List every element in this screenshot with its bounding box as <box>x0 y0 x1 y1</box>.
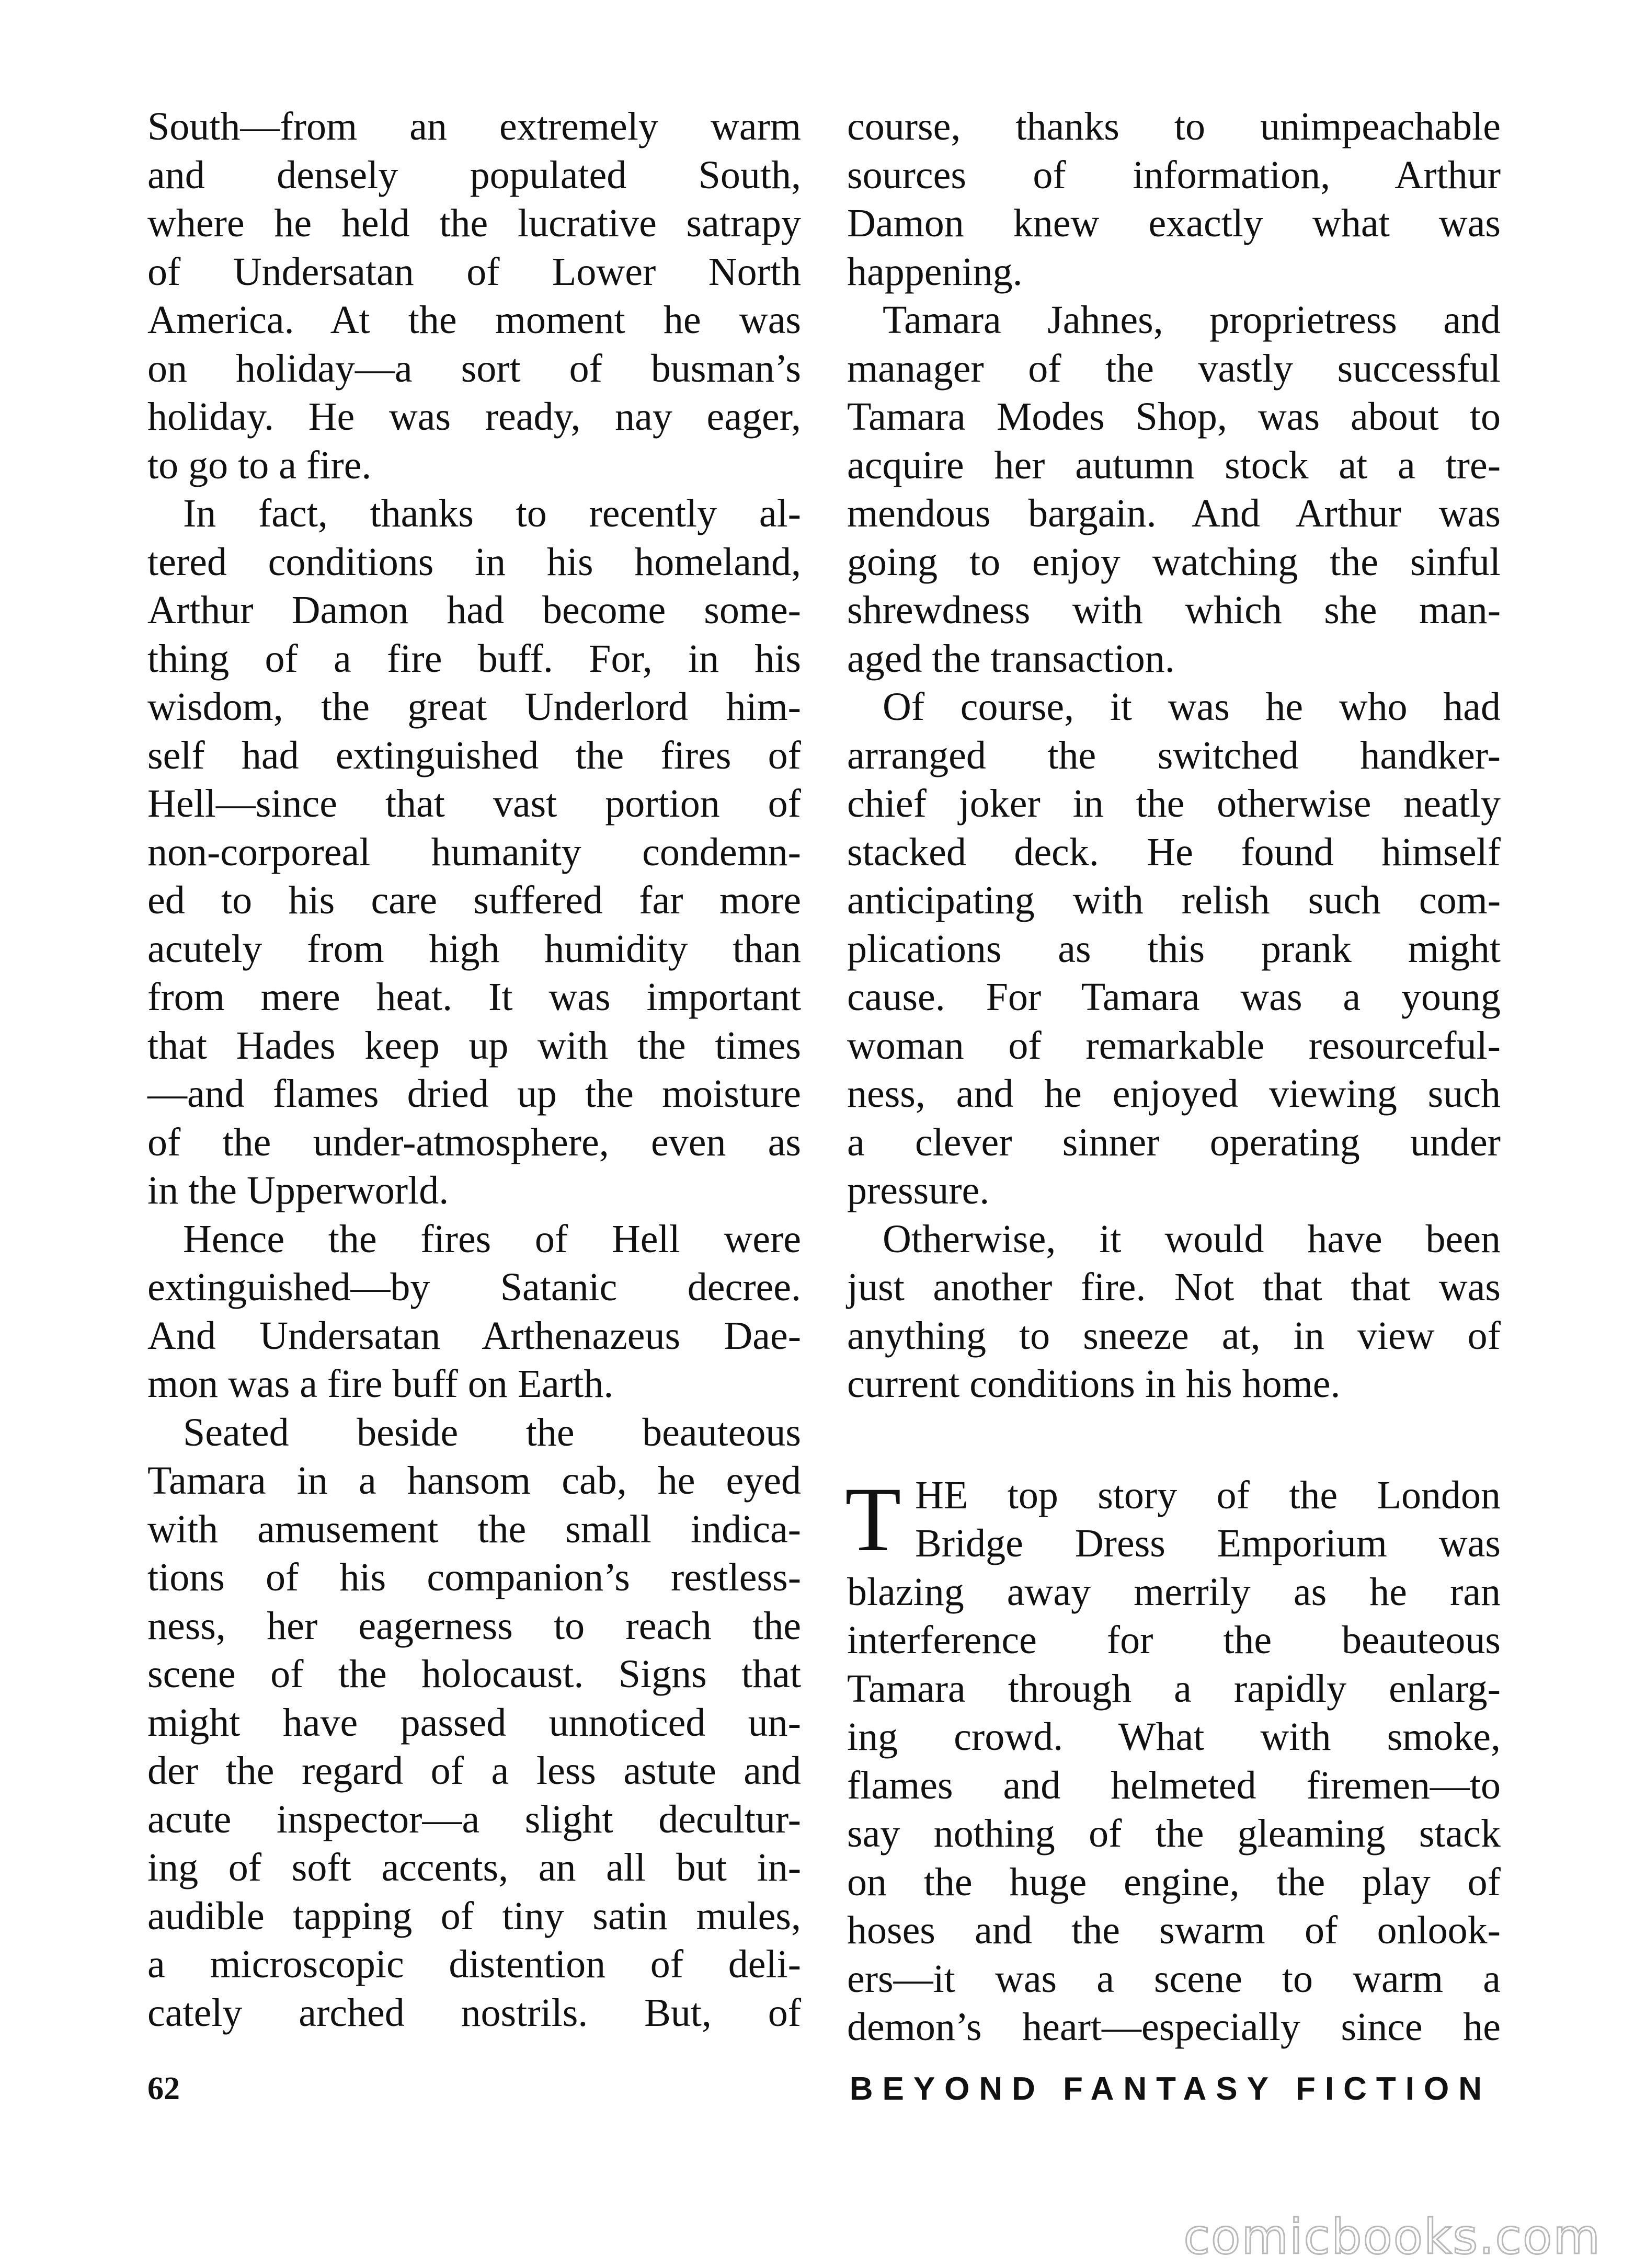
text-line: chief joker in the otherwise neatly <box>847 782 1501 826</box>
text-line: interference for the beauteous <box>847 1618 1501 1662</box>
text-line: acquire her autumn stock at a tre- <box>847 443 1501 487</box>
text-line: cause. For Tamara was a young <box>847 975 1501 1019</box>
text-line: And Undersatan Arthenazeus Dae- <box>147 1313 801 1358</box>
text-line: ers—it was a scene to warm a <box>847 1956 1501 2001</box>
text-line: demon’s heart—especially since he <box>847 2005 1501 2049</box>
text-line: Otherwise, it would have been <box>883 1217 1501 1261</box>
text-line: acutely from high humidity than <box>147 926 801 971</box>
text-line: blazing away merrily as he ran <box>847 1570 1501 1614</box>
text-line: Tamara in a hansom cab, he eyed <box>147 1459 801 1503</box>
text-line: say nothing of the gleaming stack <box>847 1812 1501 1855</box>
text-line: a clever sinner operating under <box>847 1120 1501 1164</box>
text-line: ing crowd. What with smoke, <box>847 1715 1501 1759</box>
text-line: Arthur Damon had become some- <box>147 588 801 632</box>
drop-cap-paragraph <box>845 1468 1501 2052</box>
left-column <box>147 102 801 2037</box>
section-break <box>847 1408 1501 1471</box>
text-line: South—from an extremely warm <box>147 105 801 148</box>
text-line: Of course, it was he who had <box>883 685 1501 729</box>
text-line: current conditions in his home. <box>847 1362 1341 1406</box>
text-line: thing of a fire buff. For, in his <box>147 636 801 681</box>
text-line: plications as this prank might <box>847 926 1501 971</box>
text-line: where he held the lucrative satrapy <box>147 201 801 245</box>
text-line: audible tapping of tiny satin mules, <box>147 1894 801 1938</box>
text-line: Seated beside the beauteous <box>183 1410 801 1454</box>
text-line: Bridge Dress Emporium was <box>915 1521 1501 1565</box>
paragraph-continued <box>847 1568 1501 2052</box>
paragraph <box>147 1408 801 2037</box>
text-line: hoses and the swarm of onlook- <box>847 1908 1501 1952</box>
text-line: acute inspector—a slight decultur- <box>147 1797 801 1841</box>
text-line: Hence the fires of Hell were <box>183 1217 801 1261</box>
paragraph <box>847 1215 1501 1408</box>
text-line: Tamara through a rapidly enlarg- <box>847 1666 1501 1711</box>
text-line: on the huge engine, the play of <box>847 1860 1501 1904</box>
text-line: to go to a fire. <box>147 443 372 487</box>
text-line: manager of the vastly successful <box>847 346 1501 391</box>
text-line: ing of soft accents, an all but in- <box>147 1846 801 1889</box>
text-line: wisdom, the great Underlord him- <box>147 685 801 729</box>
text-line: pressure. <box>847 1169 990 1212</box>
text-line: arranged the switched handker- <box>847 733 1501 777</box>
text-line: Damon knew exactly what was <box>847 201 1501 245</box>
text-line: non-corporeal humanity condemn- <box>147 830 801 874</box>
text-line: aged the transaction. <box>847 636 1175 681</box>
text-line: cately arched nostrils. But, of <box>147 1990 801 2035</box>
text-line: from mere heat. It was important <box>147 975 801 1019</box>
paragraph <box>847 296 1501 683</box>
text-line: on holiday—a sort of busman’s <box>147 346 801 391</box>
text-line: tions of his companion’s restless- <box>147 1555 801 1599</box>
text-line: HE top story of the London <box>915 1473 1501 1517</box>
watermark: comicbooks.com <box>1183 2209 1601 2265</box>
text-line: America. At the moment he was <box>147 298 801 342</box>
paragraph <box>847 683 1501 1215</box>
text-line: sources of information, Arthur <box>847 153 1501 197</box>
text-line: mon was a fire buff on Earth. <box>147 1362 614 1406</box>
text-line: Tamara Jahnes, proprietress and <box>883 298 1501 342</box>
text-line: In fact, thanks to recently al- <box>183 491 801 535</box>
text-line: ness, and he enjoyed viewing such <box>847 1072 1501 1116</box>
paragraph <box>147 1215 801 1408</box>
page-number: 62 <box>147 2071 180 2106</box>
text-line: happening. <box>847 249 1023 294</box>
text-line: ed to his care suffered far more <box>147 878 801 922</box>
running-title: BEYOND FANTASY FICTION <box>849 2071 1491 2107</box>
text-line: of the under-atmosphere, even as <box>147 1120 801 1164</box>
text-line: course, thanks to unimpeachable <box>847 105 1501 148</box>
right-column <box>847 102 1501 2052</box>
text-line: with amusement the small indica- <box>147 1507 801 1551</box>
text-line: self had extinguished the fires of <box>147 733 801 777</box>
text-line: scene of the holocaust. Signs that <box>147 1652 801 1696</box>
text-line: stacked deck. He found himself <box>847 830 1501 874</box>
text-line: anticipating with relish such com- <box>847 878 1501 922</box>
text-line: might have passed unnoticed un- <box>147 1700 801 1745</box>
text-line: going to enjoy watching the sinful <box>847 540 1501 584</box>
text-line: and densely populated South, <box>147 153 801 197</box>
text-line: shrewdness with which she man- <box>847 588 1501 632</box>
text-line: holiday. He was ready, nay eager, <box>147 395 801 439</box>
page-footer <box>147 2070 1491 2123</box>
text-line: in the Upperworld. <box>147 1169 449 1212</box>
text-line: —and flames dried up the moisture <box>147 1072 801 1116</box>
text-line: of Undersatan of Lower North <box>147 249 801 294</box>
text-line: that Hades keep up with the times <box>147 1023 801 1068</box>
drop-cap: T <box>845 1468 901 1571</box>
text-line: extinguished—by Satanic decree. <box>147 1265 801 1309</box>
text-line: Hell—since that vast portion of <box>147 782 801 826</box>
text-line: tered conditions in his homeland, <box>147 540 801 584</box>
text-line: flames and helmeted firemen—to <box>847 1763 1501 1807</box>
text-line: woman of remarkable resourceful- <box>847 1023 1501 1068</box>
text-line: ness, her eagerness to reach the <box>147 1603 801 1648</box>
text-line: a microscopic distention of deli- <box>147 1942 801 1986</box>
paragraph <box>147 102 801 489</box>
paragraph <box>147 489 801 1215</box>
drop-cap-lines <box>845 1468 1501 1571</box>
text-line: anything to sneeze at, in view of <box>847 1313 1501 1358</box>
paragraph <box>847 102 1501 296</box>
text-line: der the regard of a less astute and <box>147 1749 801 1793</box>
text-line: just another fire. Not that that was <box>847 1265 1501 1309</box>
text-line: mendous bargain. And Arthur was <box>847 491 1501 535</box>
text-line: Tamara Modes Shop, was about to <box>847 395 1501 439</box>
